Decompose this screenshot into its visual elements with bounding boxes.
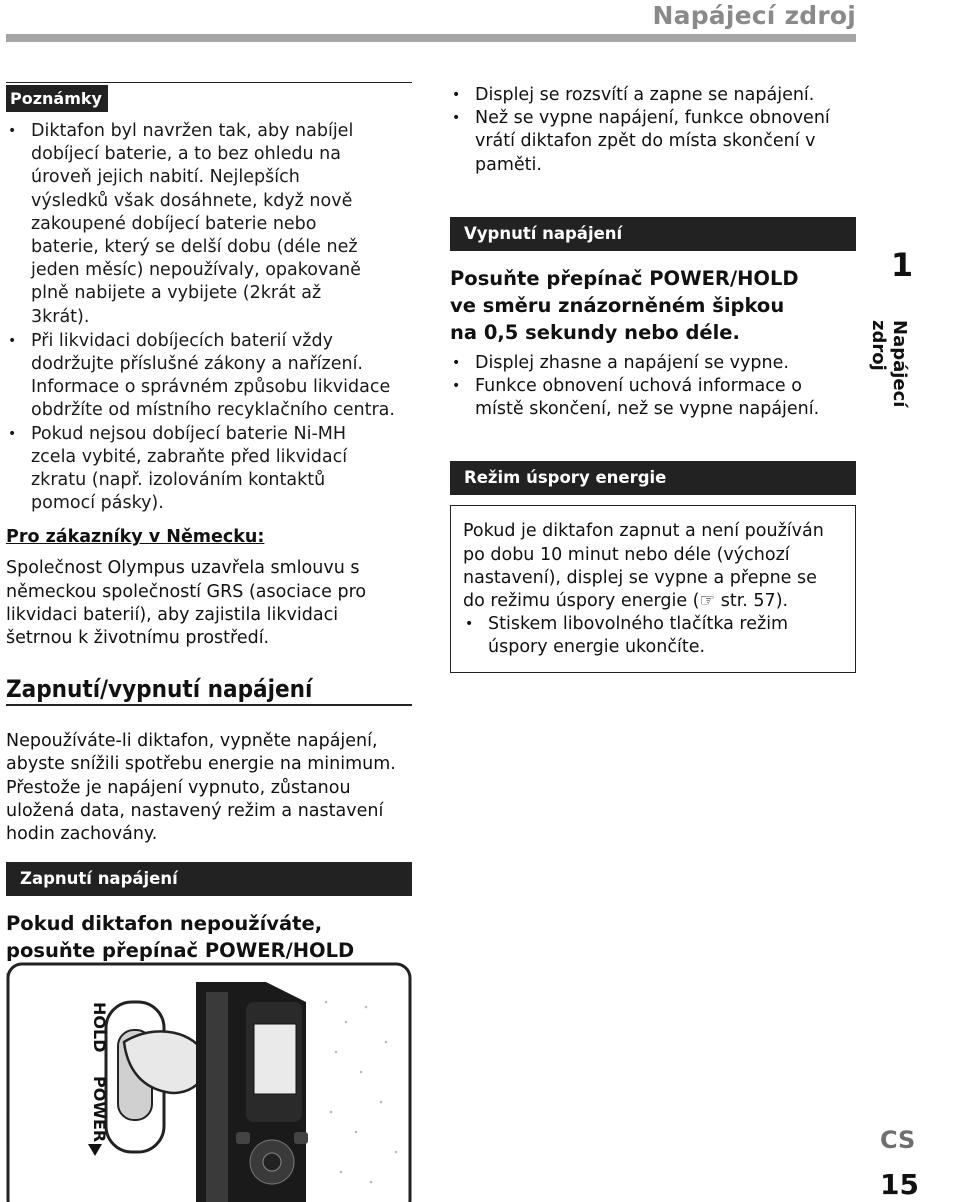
header-rule (6, 34, 856, 42)
list-item: • Diktafon byl navržen tak, aby nabíjel dobíjecí baterie, a to bez ohledu na úroveň jejich nabití. Nejlepších výsledků však dosáhnete, když nově zakoupené dobíjecí baterie nebo baterie, který se delší dobu (déle než jeden měsíc) nepoužívaly, opakovaně plně nabijete a vybijete (2krát až 3krát). (6, 120, 412, 329)
chapter-number: 1 (890, 246, 914, 284)
list-item: • Pokud nejsou dobíjecí baterie Ni-MH zcela vybité, zabraňte před likvidací zkratu (např. izolováním kontaktů pomocí pásky). (6, 423, 412, 516)
power-on-bullets (450, 84, 856, 177)
power-save-text: Pokud je diktafon zapnut a není používán po dobu 10 minut nebo déle (výchozí nastavení), displej se vypne a přepne se do režimu úspory energie (☞ str. 57). (463, 521, 824, 612)
page-number: 15 (880, 1168, 919, 1201)
section-title: Zapnutí/vypnutí napájení (6, 675, 313, 704)
notes-tag: Poznámky (6, 85, 108, 112)
power-off-bar: Vypnutí napájení (450, 217, 856, 251)
power-off-bullets (450, 352, 856, 422)
chapter-label: Napájecí zdroj (868, 320, 910, 408)
recorder-illustration (6, 962, 412, 1202)
page-header-title: Napájecí zdroj (652, 1, 856, 30)
germany-heading: Pro zákazníky v Německu: (6, 527, 265, 548)
list-item: • Při likvidaci dobíjecích baterií vždy dodržujte příslušné zákony a nařízení. Informace o správném způsobu likvidace obdržíte od místního recyklačního centra. (6, 330, 412, 423)
section-title-rule (6, 704, 412, 706)
power-save-box (450, 505, 856, 672)
list-item: • Funkce obnovení uchová informace o místě skončení, než se vypne napájení. (450, 375, 856, 421)
hold-label: HOLD (90, 1002, 109, 1053)
power-on-bar: Zapnutí napájení (6, 862, 412, 896)
power-on-instruction: Pokud diktafon nepoužíváte, posuňte přepínač POWER/HOLD (6, 912, 355, 963)
list-item: • Stiskem libovolného tlačítka režim úspory energie ukončíte. (463, 613, 843, 659)
list-item: • Než se vypne napájení, funkce obnovení vrátí diktafon zpět do místa skončení v paměti. (450, 107, 856, 177)
left-column (6, 82, 412, 991)
right-column (450, 84, 856, 673)
notes-top-rule (6, 82, 412, 83)
germany-text: Společnost Olympus uzavřela smlouvu s německou společností GRS (asociace pro likvidaci baterií), aby zajistila likvidaci šetrnou k životnímu prostředí. (6, 558, 367, 649)
power-save-bullets (463, 613, 843, 659)
language-code: CS (880, 1126, 916, 1154)
power-save-bar: Režim úspory energie (450, 461, 856, 495)
list-item: • Displej se rozsvítí a zapne se napájení. (450, 84, 856, 107)
notes-list (6, 120, 412, 515)
power-off-instruction: Posuňte přepínač POWER/HOLD ve směru znázorněném šipkou na 0,5 sekundy nebo déle. (450, 266, 799, 344)
power-label: POWER (90, 1076, 109, 1143)
onoff-intro: Nepoužíváte-li diktafon, vypněte napájení, abyste snížili spotřebu energie na minimum. Přestože je napájení vypnuto, zůstanou uložená data, nastavený režim a nastavení hodin zachovány. (6, 731, 396, 845)
list-item: • Displej zhasne a napájení se vypne. (450, 352, 856, 375)
